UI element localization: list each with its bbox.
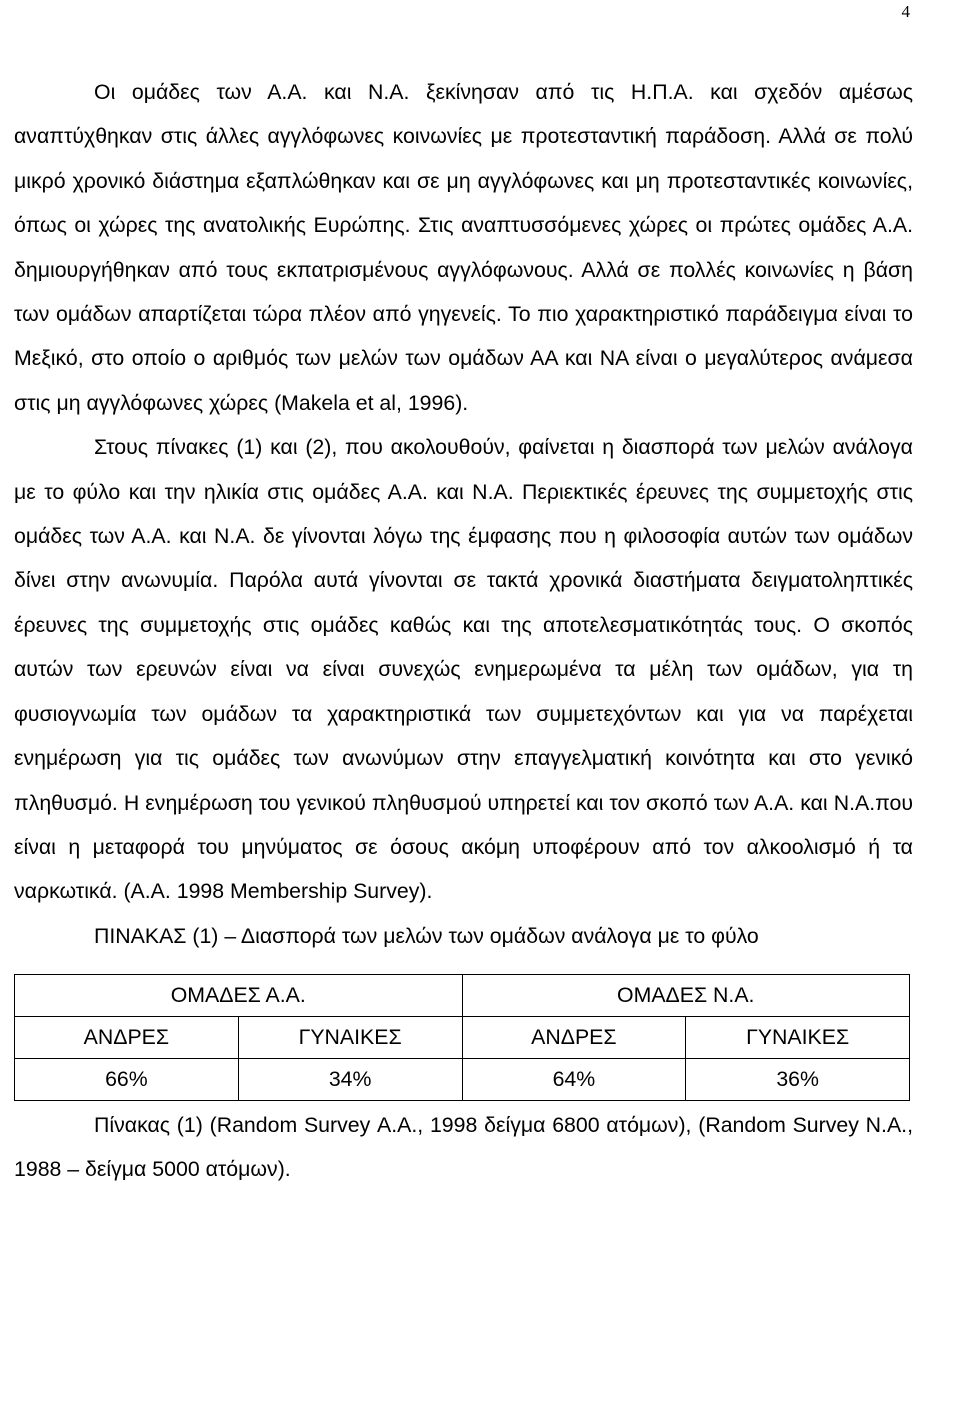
page-number: 4 bbox=[901, 2, 910, 21]
table-cell: 64% bbox=[462, 1058, 686, 1100]
table-cell: 36% bbox=[686, 1058, 910, 1100]
table-header-cell: ΑΝΔΡΕΣ bbox=[15, 1016, 239, 1058]
table-header-cell: ΓΥΝΑΙΚΕΣ bbox=[238, 1016, 462, 1058]
table-1-title: ΠΙΝΑΚΑΣ (1) – Διασπορά των μελών των ομάδων ανάλογα με το φύλο bbox=[94, 923, 759, 948]
table-group-header-na: ΟΜΑΔΕΣ Ν.Α. bbox=[462, 974, 910, 1016]
table-header-cell: ΑΝΔΡΕΣ bbox=[462, 1016, 686, 1058]
table-group-header-aa: ΟΜΑΔΕΣ Α.Α. bbox=[15, 974, 463, 1016]
table-sub-header-row bbox=[15, 1016, 910, 1058]
table-header-cell: ΓΥΝΑΙΚΕΣ bbox=[686, 1016, 910, 1058]
table-group-header-row bbox=[15, 974, 910, 1016]
table-cell: 66% bbox=[15, 1058, 239, 1100]
table-cell: 34% bbox=[238, 1058, 462, 1100]
paragraph-2: Στους πίνακες (1) και (2), που ακολουθούν, φαίνεται η διασπορά των μελών ανάλογα με το φύλο και την ηλικία στις ομάδες Α.Α. και Ν.Α. Περιεκτικές έρευνες της συμμετοχής στις ομάδες των Α.Α. και Ν.Α. δε γίνονται λόγω της έμφασης που η φιλοσοφία αυτών των ομάδων δίνει στην ανωνυμία. Παρόλα αυτά γίνονται σε τακτά χρονικά διαστήματα δειγματοληπτικές έρευνες της συμμετοχής στις ομάδες καθώς και της αποτελεσματικότητάς τους. Ο σκοπός αυτών των ερευνών είναι να είναι συνεχώς ενημερωμένα τα μέλη των ομάδων, για τη φυσιογνωμία των ομάδων τα χαρακτηριστικά των συμμετεχόντων και για να παρέχεται ενημέρωση για τις ομάδες των ανωνύμων στην επαγγελματική κοινότητα και στο γενικό πληθυσμό. Η ενημέρωση του γενικού πληθυσμού υπηρετεί και τον σκοπό των Α.Α. και Ν.Α.που είναι η μεταφορά του μηνύματος σε όσους ακόμη υποφέρουν από τον αλκοολισμό ή τα ναρκωτικά. (Α.Α. 1998 Membership Survey). bbox=[14, 435, 913, 904]
paragraph-1: Οι ομάδες των Α.Α. και Ν.Α. ξεκίνησαν από τις Η.Π.Α. και σχεδόν αμέσως αναπτύχθηκαν στις άλλες αγγλόφωνες κοινωνίες με προτεσταντική παράδοση. Αλλά σε πολύ μικρό χρονικό διάστημα εξαπλώθηκαν και σε μη αγγλόφωνες και μη προτεσταντικές κοινωνίες, όπως οι χώρες της ανατολικής Ευρώπης. Στις αναπτυσσόμενες χώρες οι πρώτες ομάδες Α.Α. δημιουργήθηκαν από τους εκπατρισμένους αγγλόφωνους. Αλλά σε πολλές κοινωνίες η βάση των ομάδων απαρτίζεται τώρα πλέον από γηγενείς. Το πιο χαρακτηριστικό παράδειγμα είναι το Μεξικό, στο οποίο ο αριθμός των μελών των ομάδων ΑΑ και ΝΑ είναι ο μεγαλύτερος ανάμεσα στις μη αγγλόφωνες χώρες (Makela et al, 1996). bbox=[14, 80, 913, 415]
table-row bbox=[15, 1058, 910, 1100]
table-1-source-note: Πίνακας (1) (Random Survey Α.Α., 1998 δείγμα 6800 ατόμων), (Random Survey Ν.Α., 1988 – δείγμα 5000 ατόμων). bbox=[14, 1112, 913, 1181]
table-1 bbox=[14, 974, 910, 1101]
document-body bbox=[14, 70, 913, 1191]
